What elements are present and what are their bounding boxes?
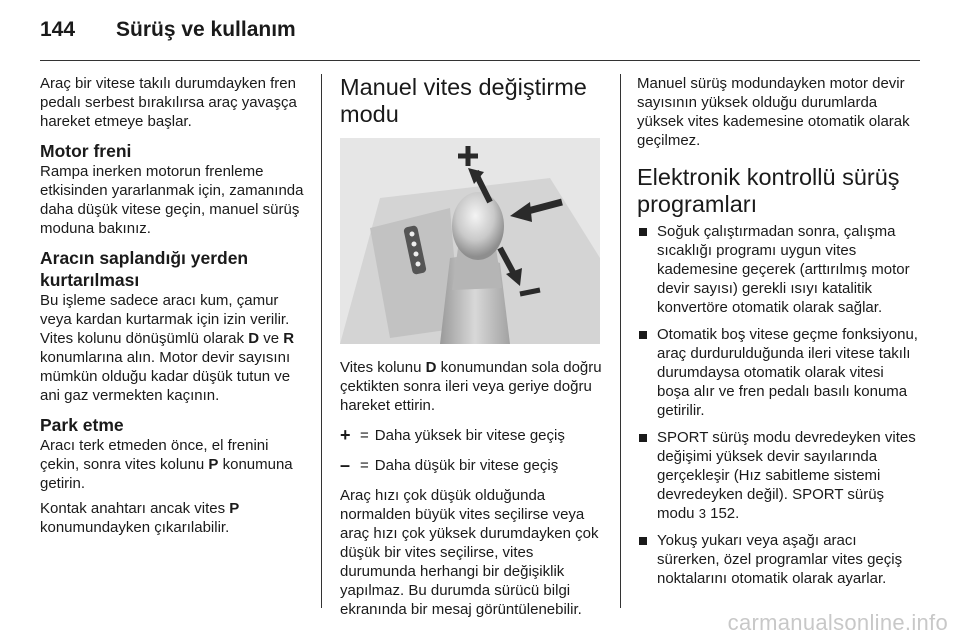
column-right: [637, 74, 919, 588]
plus-legend-row: [340, 426, 606, 445]
saplandigi-text: Bu işleme sadece aracı kum, çamur veya kardan kurtarmak için izin verilir. Vites kolunu dönüşümlü olarak D ve R konumlarına alın. Motor devir sayısını mümkün olduğu kadar düşük tutun ve ani gaz vermekten kaçının.: [40, 292, 295, 404]
column-left: [40, 74, 306, 537]
heading-park-etme: Park etme: [40, 415, 124, 435]
bullet-square-icon: [639, 537, 647, 545]
heading-saplandigi: Aracın saplandığı yerden kurtarılması: [40, 248, 249, 290]
equals-sign: =: [360, 427, 369, 444]
chapter-title: Sürüş ve kullanım: [116, 18, 296, 41]
speed-note: Araç hızı çok düşük olduğunda normalden büyük vites seçilirse veya araç hızı çok yüksek durumdayken çok düşük bir vites seçilirse, vites durumunda herhangi bir değişiklik yapılmaz. Bu durumda sürücü bilgi ekranında bir mesaj görüntülenebilir.: [340, 487, 599, 618]
page-reference-icon: 3: [698, 506, 706, 521]
motor-freni-text: Rampa inerken motorun frenleme etkisinden yararlanmak için, zamanında daha düşük vitese geçin, manuel sürüş moduna bakınız.: [40, 163, 304, 237]
page-number: 144: [40, 18, 76, 41]
heading-elektronik: Elektronik kontrollü sürüş programları: [637, 164, 900, 217]
heading-manuel-vites: Manuel vites değiştirme modu: [340, 74, 587, 127]
header-rule: [40, 60, 920, 61]
manual-mode-note: Manuel sürüş modundayken motor devir sayısının yüksek olduğu durumlarda yüksek vites kademesine otomatik olarak geçilmez.: [637, 75, 910, 149]
plus-symbol: +: [340, 425, 351, 445]
bullet-square-icon: [639, 434, 647, 442]
bullet-square-icon: [639, 228, 647, 236]
intro-paragraph: Araç bir vitese takılı durumdayken fren pedalı serbest bırakılırsa araç yavaşça hareket etmeye başlar.: [40, 75, 297, 130]
minus-legend-row: [340, 456, 606, 475]
list-item: Soğuk çalıştırmadan sonra, çalışma sıcaklığı programı uygun vites kademesine geçerek (arttırılmış motor devir sayısı) gerekli ısıyı katalitik konvertöre otomatik olarak sağlar.: [637, 222, 919, 317]
list-item: Yokuş yukarı veya aşağı aracı sürerken, özel programlar vites geçiş noktalarını otomatik olarak ayarlar.: [637, 531, 919, 588]
list-item: SPORT sürüş modu devredeyken vites değişimi yüksek devir sayılarında gerçekleşir (Hız sabitleme sistemi devredeyken değil). SPORT sürüş modu 3 152.: [637, 428, 919, 523]
page-reference-number[interactable]: 152.: [705, 505, 740, 522]
park-text-1: Aracı terk etmeden önce, el frenini çekin, sonra vites kolunu P konumuna getirin.: [40, 437, 293, 492]
column-middle: [340, 74, 606, 619]
bullet-square-icon: [639, 331, 647, 339]
plus-legend-text: Daha yüksek bir vitese geçiş: [374, 427, 565, 444]
minus-symbol: –: [340, 455, 351, 475]
column-divider-2: [620, 74, 621, 608]
park-text-2: Kontak anahtarı ancak vites P konumundayken çıkarılabilir.: [40, 500, 240, 536]
minus-legend-text: Daha düşük bir vitese geçiş: [374, 457, 559, 474]
watermark: carmanualsonline.info: [727, 610, 948, 635]
heading-motor-freni: Motor freni: [40, 141, 132, 161]
equals-sign: =: [360, 457, 369, 474]
programs-list: [637, 222, 919, 588]
column-divider-1: [321, 74, 322, 608]
gear-shift-illustration: [340, 138, 600, 344]
figure-caption: Vites kolunu D konumundan sola doğru çektikten sonra ileri veya geriye doğru hareket ettirin.: [340, 359, 602, 414]
list-item: Otomatik boş vitese geçme fonksiyonu, araç durdurulduğunda ileri vitese takılı durumdaysa otomatik olarak vitesi boşa alır ve fren pedalı basılı konuma getirilir.: [637, 325, 919, 420]
